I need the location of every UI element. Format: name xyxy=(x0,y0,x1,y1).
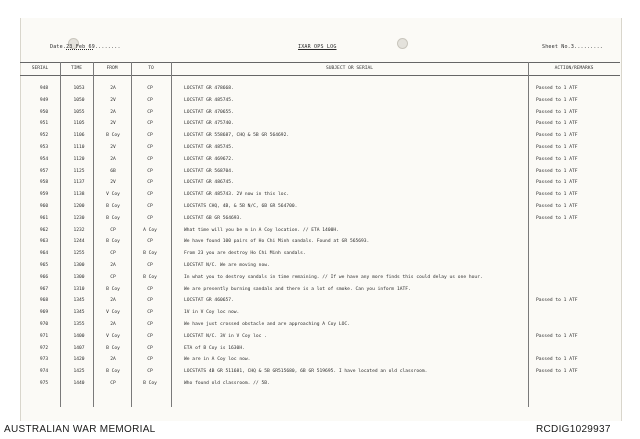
cell-serial: 969 xyxy=(39,310,49,316)
cell-serial: 974 xyxy=(39,369,49,375)
cell-from: 2V xyxy=(110,121,116,127)
cell-from: CP xyxy=(110,381,116,386)
cell-action: Passed to 1 ATF xyxy=(536,133,578,139)
cell-time: 1120 xyxy=(73,156,85,162)
cell-subject: We are presently burning sandals and there is a lot of smoke. Can you inform 1ATF. xyxy=(184,286,411,292)
cell-from: B Coy xyxy=(106,239,120,245)
cell-serial: 949 xyxy=(39,97,49,103)
cell-action: Passed to 1 ATF xyxy=(536,192,578,198)
cell-time: 1137 xyxy=(73,180,85,186)
cell-time: 1105 xyxy=(73,121,85,127)
cell-from: 2A xyxy=(110,298,116,304)
col-header-serial: SERIAL xyxy=(31,66,49,71)
log-row xyxy=(20,249,620,260)
log-row xyxy=(20,355,620,366)
cell-serial: 971 xyxy=(39,333,49,339)
cell-serial: 962 xyxy=(39,227,49,233)
cell-to: CP xyxy=(147,86,153,91)
cell-subject: We have found 100 pairs of Ho Chi Minh sandals. Found at GR 565693. xyxy=(184,239,370,245)
date-value: 23 Feb 69 xyxy=(66,44,95,50)
cell-subject: LOCSTAT GR 485745. xyxy=(184,97,234,103)
log-row xyxy=(20,285,620,296)
cell-subject: In what you to destroy sandals in time remaining. // If we have any more finds this could delay us one hour. xyxy=(184,274,483,280)
cell-from: 2A xyxy=(110,322,116,327)
cell-time: 1440 xyxy=(73,381,85,386)
cell-time: 1200 xyxy=(73,204,85,209)
cell-to: CP xyxy=(147,156,153,162)
cell-from: 2A xyxy=(110,357,116,363)
cell-from: 2V xyxy=(110,180,116,186)
cell-to: CP xyxy=(147,121,153,127)
cell-from: B Coy xyxy=(106,215,120,221)
log-row xyxy=(20,237,620,248)
cell-action: Passed to 1 ATF xyxy=(536,298,578,304)
cell-serial: 954 xyxy=(39,156,49,162)
cell-serial: 966 xyxy=(39,274,49,280)
cell-to: CP xyxy=(147,298,153,304)
cell-subject: 1V in V Coy loc now. xyxy=(184,310,240,316)
cell-time: 1125 xyxy=(73,168,85,174)
cell-subject: LOCSTAT GR 568704. xyxy=(184,168,234,174)
cell-action: Passed to 1 ATF xyxy=(536,369,578,375)
cell-to: CP xyxy=(147,239,153,245)
cell-time: 1345 xyxy=(73,310,85,316)
log-row xyxy=(20,214,620,225)
log-row xyxy=(20,178,620,189)
header-rule-top xyxy=(20,62,620,63)
sheet-label: Sheet No. xyxy=(542,44,571,50)
cell-from: 2A xyxy=(110,156,116,162)
footer-institution: AUSTRALIAN WAR MEMORIAL xyxy=(4,424,156,435)
sheet-field: Sheet No.3......... xyxy=(542,44,604,50)
cell-action: Passed to 1 ATF xyxy=(536,109,578,115)
cell-to: CP xyxy=(147,133,153,139)
cell-time: 1050 xyxy=(73,97,85,103)
cell-subject: LOCSTAT GR 486745. xyxy=(184,180,234,186)
col-header-subject: SUBJECT OR SERIAL xyxy=(325,66,374,71)
cell-serial: 967 xyxy=(39,286,49,292)
cell-time: 1400 xyxy=(73,333,85,339)
log-row xyxy=(20,167,620,178)
punch-hole-right xyxy=(397,38,408,49)
cell-time: 1345 xyxy=(73,298,85,304)
col-header-time: TIME xyxy=(70,66,83,71)
cell-action: Passed to 1 ATF xyxy=(536,86,578,91)
cell-action: Passed to 1 ATF xyxy=(536,168,578,174)
cell-action: Passed to 1 ATF xyxy=(536,333,578,339)
log-row xyxy=(20,308,620,319)
cell-from: CP xyxy=(110,251,116,257)
cell-serial: 964 xyxy=(39,251,49,257)
cell-time: 1300 xyxy=(73,274,85,280)
cell-to: CP xyxy=(147,322,153,327)
cell-subject: LOCSTAT GR 460657. xyxy=(184,298,234,304)
cell-serial: 957 xyxy=(39,168,49,174)
cell-to: B Coy xyxy=(143,274,157,280)
cell-action: Passed to 1 ATF xyxy=(536,97,578,103)
cell-time: 1230 xyxy=(73,215,85,221)
cell-from: 2V xyxy=(110,97,116,103)
cell-subject: LOCSTAT GR 475740. xyxy=(184,121,234,127)
cell-from: B Coy xyxy=(106,133,120,139)
cell-time: 1106 xyxy=(73,133,85,139)
cell-from: B Coy xyxy=(106,204,120,209)
cell-time: 1355 xyxy=(73,322,85,327)
log-row xyxy=(20,273,620,284)
cell-from: CP xyxy=(110,274,116,280)
cell-serial: 970 xyxy=(39,322,49,327)
cell-to: CP xyxy=(147,204,153,209)
cell-to: CP xyxy=(147,215,153,221)
cell-serial: 963 xyxy=(39,239,49,245)
cell-to: CP xyxy=(147,345,153,351)
log-row xyxy=(20,296,620,307)
log-row xyxy=(20,155,620,166)
cell-from: 2V xyxy=(110,145,116,150)
cell-to: CP xyxy=(147,357,153,363)
cell-time: 1407 xyxy=(73,345,85,351)
log-row xyxy=(20,344,620,355)
cell-serial: 961 xyxy=(39,215,49,221)
log-row xyxy=(20,367,620,378)
cell-time: 1420 xyxy=(73,357,85,363)
cell-from: B Coy xyxy=(106,369,120,375)
cell-subject: What time will you be m in A Coy location. // ETA 1400H. xyxy=(184,227,339,233)
cell-serial: 952 xyxy=(39,133,49,139)
cell-from: V Coy xyxy=(106,192,120,198)
cell-serial: 965 xyxy=(39,263,49,268)
cell-subject: LOCSTATS 4B GR 511681, CHQ & 5B GR515680, 6B GR 519695. I have located an old classroom. xyxy=(184,369,428,375)
cell-subject: LOCSTAT GR 485743. 2V now in this loc. xyxy=(184,192,290,198)
date-field: Date.23 Feb 69........ xyxy=(50,44,121,50)
cell-serial: 950 xyxy=(39,109,49,115)
cell-subject: LOCSTAT N/C. 3V in V Coy loc . xyxy=(184,333,267,339)
log-row xyxy=(20,320,620,331)
cell-serial: 953 xyxy=(39,145,49,150)
cell-time: 1300 xyxy=(73,263,85,268)
cell-serial: 959 xyxy=(39,192,49,198)
cell-serial: 975 xyxy=(39,381,49,386)
cell-from: V Coy xyxy=(106,310,120,316)
log-title: IXAR OPS LOG xyxy=(298,44,337,50)
log-row xyxy=(20,332,620,343)
cell-to: CP xyxy=(147,109,153,115)
log-row xyxy=(20,119,620,130)
cell-to: CP xyxy=(147,369,153,375)
cell-to: CP xyxy=(147,180,153,186)
cell-from: 6B xyxy=(110,168,116,174)
cell-to: A Coy xyxy=(143,227,157,233)
cell-to: CP xyxy=(147,168,153,174)
cell-subject: LOCSTAT GR 469672. xyxy=(184,156,234,162)
cell-subject: LOCSTAT GR 478668. xyxy=(184,86,234,91)
date-label: Date. xyxy=(50,44,67,50)
log-row xyxy=(20,143,620,154)
cell-time: 1425 xyxy=(73,369,85,375)
footer-reference: RCDIG1029937 xyxy=(536,424,611,435)
cell-subject: From 23 you are destroy Ho Chi Minh sandals. xyxy=(184,251,306,257)
log-row xyxy=(20,190,620,201)
cell-action: Passed to 1 ATF xyxy=(536,357,578,363)
cell-action: Passed to 1 ATF xyxy=(536,215,578,221)
log-row xyxy=(20,131,620,142)
cell-from: 2A xyxy=(110,109,116,115)
cell-to: CP xyxy=(147,192,153,198)
header-rule-bottom xyxy=(20,75,620,76)
cell-to: B Coy xyxy=(143,251,157,257)
cell-subject: LOCSTAT GR 470655. xyxy=(184,109,234,115)
log-row xyxy=(20,96,620,107)
cell-serial: 973 xyxy=(39,357,49,363)
cell-subject: LOCSTAT GR 485745. xyxy=(184,145,234,150)
cell-serial: 972 xyxy=(39,345,49,351)
cell-serial: 968 xyxy=(39,298,49,304)
cell-to: CP xyxy=(147,333,153,339)
cell-subject: LOCSTAT 6B GR 564693. xyxy=(184,215,243,221)
cell-from: V Coy xyxy=(106,333,120,339)
cell-time: 1055 xyxy=(73,109,85,115)
cell-action: Passed to 1 ATF xyxy=(536,156,578,162)
cell-to: CP xyxy=(147,97,153,103)
cell-from: B Coy xyxy=(106,345,120,351)
cell-subject: ETA of B Coy is 1630H. xyxy=(184,345,245,351)
cell-time: 1138 xyxy=(73,192,85,198)
cell-from: 2A xyxy=(110,86,116,91)
cell-time: 1255 xyxy=(73,251,85,257)
cell-to: CP xyxy=(147,310,153,316)
cell-subject: LOCSTAT GR 558687, CHQ & 5B GR 564692. xyxy=(184,133,290,139)
log-row xyxy=(20,379,620,390)
cell-time: 1110 xyxy=(73,145,85,150)
log-row xyxy=(20,108,620,119)
cell-to: CP xyxy=(147,286,153,292)
cell-from: CP xyxy=(110,227,116,233)
cell-action: Passed to 1 ATF xyxy=(536,180,578,186)
col-header-to: TO xyxy=(148,66,154,71)
cell-action: Passed to 1 ATF xyxy=(536,121,578,127)
cell-subject: We have just crossed obstacle and are approaching A Coy LOC. xyxy=(184,322,350,327)
cell-subject: Who found old classroom. // 5B. xyxy=(184,381,270,386)
cell-to: B Coy xyxy=(143,381,157,386)
log-row xyxy=(20,84,620,95)
cell-time: 1310 xyxy=(73,286,85,292)
cell-from: B Coy xyxy=(106,286,120,292)
sheet-value: 3 xyxy=(570,44,575,50)
cell-subject: LOCSTATS CHQ, 4B, & 5B N/C, 6B GR 564700. xyxy=(184,204,298,209)
log-row xyxy=(20,202,620,213)
col-header-action: ACTION/REMARKS xyxy=(554,66,594,71)
col-header-from: FROM xyxy=(106,66,118,71)
cell-time: 1053 xyxy=(73,86,85,91)
cell-from: 2A xyxy=(110,263,116,268)
cell-serial: 948 xyxy=(39,86,49,91)
cell-time: 1232 xyxy=(73,227,85,233)
cell-subject: LOCSTAT N/C. We are moving now. xyxy=(184,263,270,268)
cell-serial: 958 xyxy=(39,180,49,186)
cell-action: Passed to 1 ATF xyxy=(536,204,578,209)
cell-subject: We are in A Coy loc now. xyxy=(184,357,251,363)
log-row xyxy=(20,261,620,272)
log-row xyxy=(20,226,620,237)
cell-action: Passed to 1 ATF xyxy=(536,145,578,150)
cell-serial: 960 xyxy=(39,204,49,209)
cell-time: 1244 xyxy=(73,239,85,245)
cell-to: CP xyxy=(147,145,153,150)
cell-serial: 951 xyxy=(39,121,49,127)
cell-to: CP xyxy=(147,263,153,268)
